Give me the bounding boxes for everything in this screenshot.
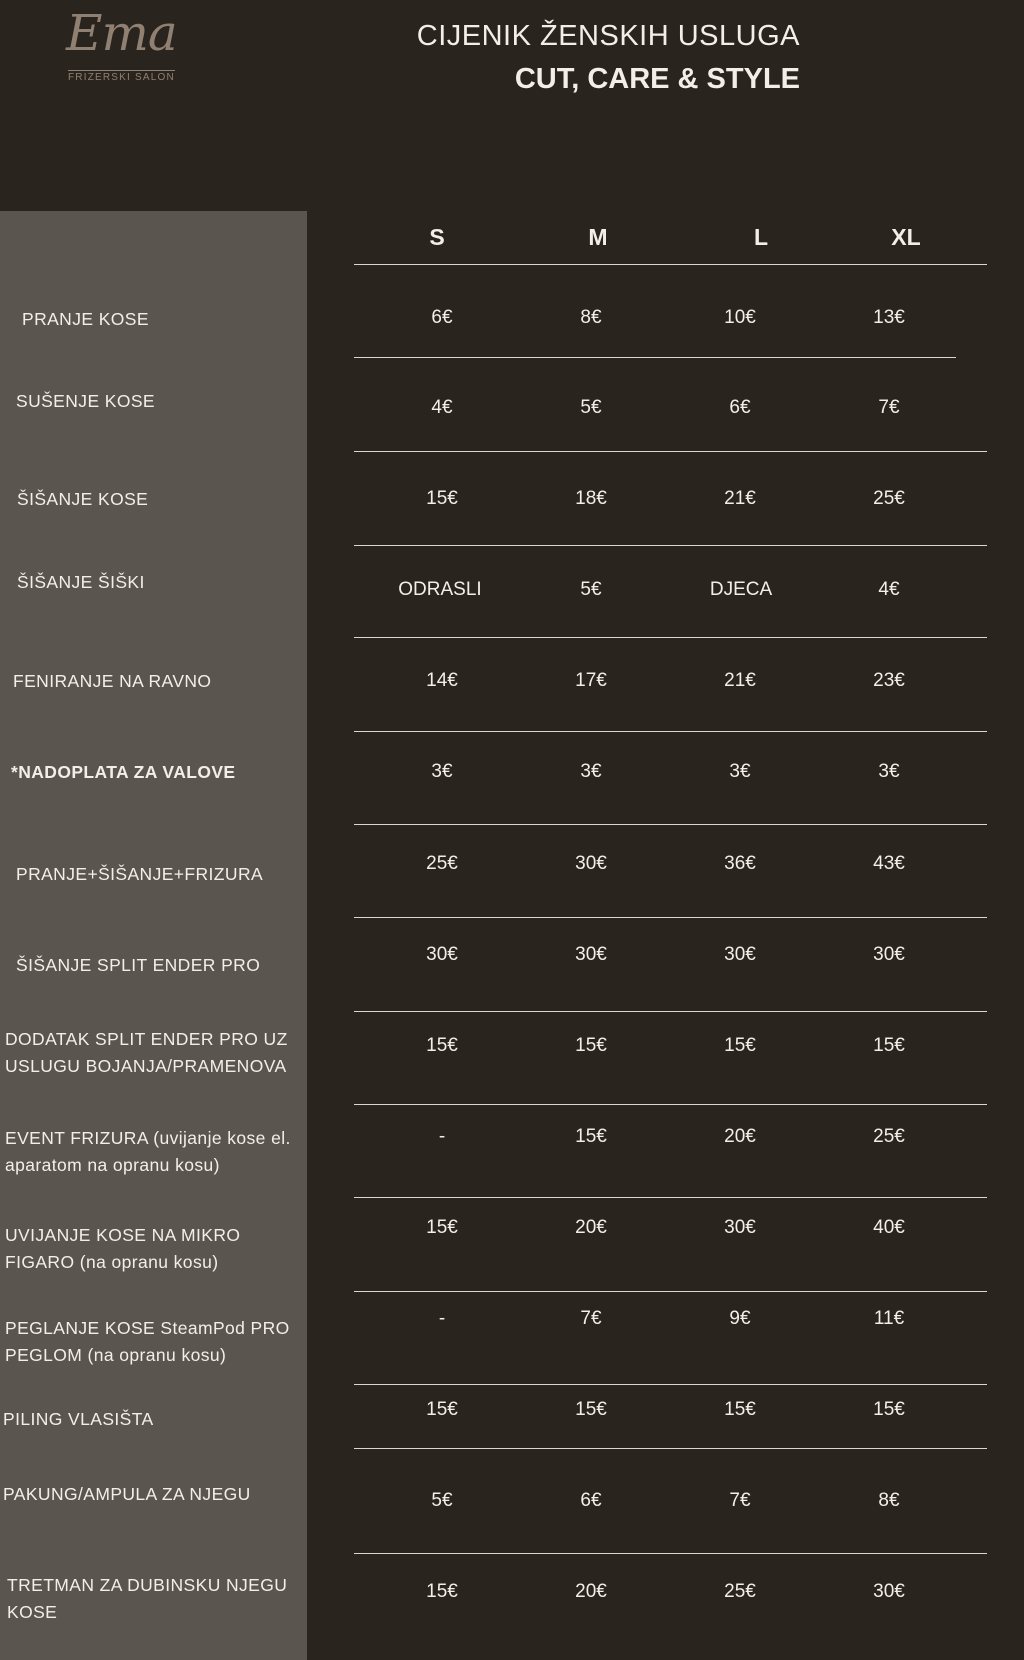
price-cell-m: 5€ (580, 397, 602, 418)
table-divider (354, 1553, 987, 1554)
price-cell-l: 30€ (724, 944, 756, 965)
table-divider (354, 545, 987, 546)
price-cell-s: 5€ (431, 1490, 453, 1511)
price-cell-l: 15€ (724, 1399, 756, 1420)
logo-subtitle: FRIZERSKI SALON (68, 72, 175, 83)
table-divider (354, 1011, 987, 1012)
table-divider (354, 1384, 987, 1385)
table-divider (354, 637, 987, 638)
column-header-m: M (588, 224, 608, 250)
price-cell-s: 15€ (426, 1217, 458, 1238)
price-cell-xl: 8€ (878, 1490, 900, 1511)
price-cell-m: 8€ (580, 307, 602, 328)
price-cell-xl: 43€ (873, 853, 905, 874)
price-list-subtitle: CUT, CARE & STYLE (514, 63, 800, 95)
table-divider (354, 731, 987, 732)
table-divider (354, 917, 987, 918)
service-label: PEGLANJE KOSE SteamPod PRO PEGLOM (na opranu kosu) (5, 1318, 290, 1365)
price-cell-s: 4€ (431, 397, 453, 418)
price-cell-s: 15€ (426, 1399, 458, 1420)
price-cell-xl: 4€ (878, 579, 900, 600)
table-divider (354, 1448, 987, 1449)
price-cell-m: 18€ (575, 488, 607, 509)
service-label: PAKUNG/AMPULA ZA NJEGU (3, 1484, 251, 1504)
price-cell-l: 3€ (729, 761, 751, 782)
table-divider (354, 451, 987, 452)
service-label: DODATAK SPLIT ENDER PRO UZ USLUGU BOJANJA/PRAMENOVA (5, 1029, 288, 1076)
column-header-l: L (753, 224, 769, 250)
service-label: ŠIŠANJE SPLIT ENDER PRO (16, 955, 261, 975)
service-label: *NADOPLATA ZA VALOVE (11, 762, 236, 782)
price-cell-l: 9€ (729, 1308, 751, 1329)
price-cell-xl: 11€ (873, 1308, 905, 1329)
service-label: ŠIŠANJE ŠIŠKI (17, 572, 145, 592)
price-cell-m: 3€ (580, 761, 602, 782)
table-divider (354, 824, 987, 825)
price-cell-s: 6€ (431, 307, 453, 328)
price-cell-l: 21€ (724, 670, 756, 691)
service-label: FENIRANJE NA RAVNO (13, 671, 212, 691)
price-cell-xl: 30€ (873, 944, 905, 965)
price-cell-s: - (438, 1126, 446, 1147)
service-label: TRETMAN ZA DUBINSKU NJEGU KOSE (7, 1575, 288, 1622)
price-cell-m: 30€ (575, 944, 607, 965)
service-label: PRANJE KOSE (22, 309, 149, 329)
table-divider (354, 1291, 987, 1292)
price-cell-l: 20€ (724, 1126, 756, 1147)
table-divider (354, 357, 956, 358)
price-cell-m: 17€ (575, 670, 607, 691)
price-cell-s: - (438, 1308, 446, 1329)
price-cell-s: 14€ (426, 670, 458, 691)
price-cell-xl: 13€ (873, 307, 905, 328)
price-cell-l: 10€ (724, 307, 756, 328)
service-label: UVIJANJE KOSE NA MIKRO FIGARO (na opranu kosu) (5, 1225, 241, 1272)
price-cell-s: 30€ (426, 944, 458, 965)
price-cell-s: 3€ (431, 761, 453, 782)
price-cell-l: 36€ (724, 853, 756, 874)
price-cell-l: 7€ (729, 1490, 751, 1511)
logo-script-text: Ema (66, 4, 177, 62)
price-cell-m: 20€ (575, 1581, 607, 1602)
price-cell-xl: 25€ (873, 1126, 905, 1147)
price-cell-m: 15€ (575, 1399, 607, 1420)
table-divider (354, 1197, 987, 1198)
price-cell-xl: 15€ (873, 1399, 905, 1420)
price-cell-m: 20€ (575, 1217, 607, 1238)
service-label: EVENT FRIZURA (uvijanje kose el. aparatom na opranu kosu) (5, 1128, 291, 1175)
service-label: SUŠENJE KOSE (16, 391, 156, 411)
service-label: ŠIŠANJE KOSE (17, 489, 149, 509)
price-cell-s: ODRASLI (398, 579, 482, 600)
price-cell-xl: 3€ (878, 761, 900, 782)
table-divider (354, 264, 987, 265)
price-cell-l: 25€ (724, 1581, 756, 1602)
price-cell-xl: 15€ (873, 1035, 905, 1056)
price-cell-s: 25€ (426, 853, 458, 874)
price-cell-m: 7€ (580, 1308, 602, 1329)
price-cell-s: 15€ (426, 1035, 458, 1056)
salon-logo (66, 4, 196, 84)
price-cell-m: 5€ (580, 579, 602, 600)
price-cell-l: 30€ (724, 1217, 756, 1238)
price-cell-xl: 30€ (873, 1581, 905, 1602)
label-panel (0, 211, 307, 1660)
price-cell-l: 21€ (724, 488, 756, 509)
price-cell-xl: 23€ (873, 670, 905, 691)
price-cell-s: 15€ (426, 1581, 458, 1602)
price-cell-m: 6€ (580, 1490, 602, 1511)
table-divider (354, 1104, 987, 1105)
service-label: PILING VLASIŠTA (3, 1409, 154, 1429)
price-cell-m: 15€ (575, 1126, 607, 1147)
column-header-s: S (429, 224, 445, 250)
price-cell-s: 15€ (426, 488, 458, 509)
price-cell-l: DJECA (709, 579, 773, 600)
price-list-title: CIJENIK ŽENSKIH USLUGA (416, 20, 800, 52)
price-cell-xl: 7€ (878, 397, 900, 418)
price-cell-l: 6€ (729, 397, 751, 418)
price-cell-xl: 25€ (873, 488, 905, 509)
price-cell-m: 15€ (575, 1035, 607, 1056)
price-cell-m: 30€ (575, 853, 607, 874)
price-cell-l: 15€ (724, 1035, 756, 1056)
service-label: PRANJE+ŠIŠANJE+FRIZURA (16, 864, 264, 884)
column-header-xl: XL (891, 224, 921, 250)
price-cell-xl: 40€ (873, 1217, 905, 1238)
